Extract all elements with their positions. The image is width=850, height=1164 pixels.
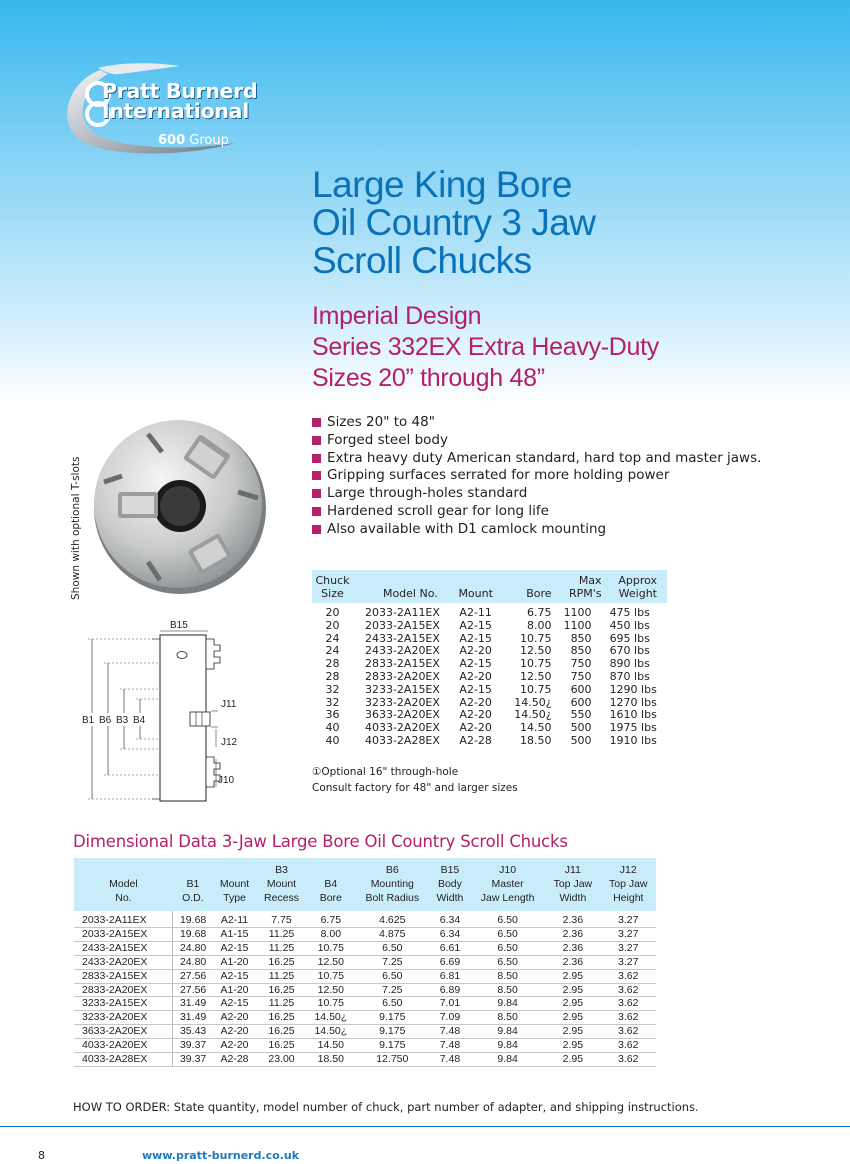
cell-value: 9.84 [470,1053,545,1067]
cell-value: 10.75 [307,941,355,955]
logo-group-number: 600 [158,133,186,148]
cell-value: 18.50 [307,1053,355,1067]
cell-weight: 475 lbs [609,606,650,619]
cell-mount: A2-11 [459,606,492,619]
col-header-bore: Bore [506,570,559,603]
cell-value: 6.81 [430,969,470,983]
cell-value: 9.175 [355,1011,430,1025]
cell-value: 10.75 [307,969,355,983]
cell-value: 11.25 [256,969,307,983]
col-header-line: Top Jaw [609,878,648,890]
cell-value: 7.01 [430,997,470,1011]
cell-value: A2-15 [213,997,256,1011]
table-row [312,620,667,633]
col-header-line: Width [559,892,587,904]
col-header-line: Model [109,878,138,890]
cell-rpm: 550 [570,708,592,722]
col-header-line: Jaw Length [480,892,535,904]
cell-value: A2-20 [213,1039,256,1053]
col-header-model: Model No. [353,570,445,603]
cell-value: A2-15 [213,941,256,955]
cell-value: 7.25 [355,983,430,997]
website-link[interactable]: www.pratt-burnerd.co.uk [142,1149,300,1162]
table-row [74,997,656,1011]
cell-value: 23.00 [256,1053,307,1067]
cell-value: 2.36 [545,927,600,941]
col-header-line: Body [437,878,462,890]
cell-mount: A2-15 [459,631,492,645]
dimensional-data-table [74,858,656,1067]
cell-rpm: 1100 [563,606,592,619]
cell-value: 3.62 [601,1011,656,1025]
cell-value: 4.625 [355,911,430,927]
cell-model: 2433-2A20EX [74,955,173,969]
table-row [312,671,667,684]
logo-group-word: Group [189,133,229,148]
cell-weight: 1610 lbs [609,708,657,722]
cell-size: 40 [325,721,340,735]
cell-size: 20 [325,606,340,619]
cell-value: A2-28 [213,1053,256,1067]
cell-weight: 870 lbs [609,669,650,683]
cell-bore: 14.50¿ [514,695,552,709]
cell-value: 6.69 [430,955,470,969]
col-header [307,858,355,911]
features-list [312,414,761,539]
col-header-line: B4 [324,878,338,890]
label-j10: J10 [218,775,235,786]
cell-value: 2.95 [545,1039,600,1053]
cell-value: A2-20 [213,1011,256,1025]
cell-value: 39.37 [173,1053,213,1067]
cell-model: 2033-2A15EX [364,618,440,632]
cell-value: A2-15 [213,969,256,983]
cell-value: 14.50 [307,1039,355,1053]
col-header [601,858,656,911]
cell-value: 2.36 [545,911,600,927]
cell-model: 2433-2A15EX [74,941,173,955]
table-row [312,603,667,620]
feature-item: Large through-holes standard [312,485,761,503]
cell-model: 2833-2A15EX [364,657,440,671]
cell-value: 6.50 [470,927,545,941]
cell-weight: 1910 lbs [609,733,657,747]
cell-value: 12.50 [307,983,355,997]
cell-value: 7.48 [430,1025,470,1039]
table-row [74,1039,656,1053]
cell-rpm: 850 [570,644,592,658]
cell-weight: 670 lbs [609,644,650,658]
cell-value: 6.50 [355,941,430,955]
label-j11: J11 [221,699,237,710]
col-header-line: Mounting [370,878,414,890]
cell-model: 3233-2A20EX [364,695,440,709]
col-header [213,858,256,911]
cell-weight: 1270 lbs [609,695,657,709]
cell-value: A1-15 [213,927,256,941]
chuck-size-table-body [312,603,667,748]
label-b3: B3 [116,715,129,726]
cell-value: 6.61 [430,941,470,955]
cell-bore: 14.50¿ [514,708,552,722]
cell-mount: A2-15 [459,618,492,632]
feature-item: Hardened scroll gear for long life [312,503,761,521]
cell-value: 3.27 [601,927,656,941]
cell-value: 3.62 [601,997,656,1011]
logo-line2: International [102,99,249,123]
cell-size: 28 [325,669,340,683]
cell-value: 24.80 [173,941,213,955]
col-header-line: Height [613,892,644,904]
cell-bore: 14.50 [520,721,552,735]
cell-value: 6.89 [430,983,470,997]
cell-rpm: 750 [570,669,592,683]
col-header-line: O.D. [182,892,204,904]
cell-model: 2033-2A11EX [74,911,173,927]
col-header-line [309,863,353,877]
cell-rpm: 500 [570,721,592,735]
feature-item: Sizes 20" to 48" [312,414,761,432]
cell-rpm: 1100 [563,618,592,632]
cell-value: 12.50 [307,955,355,969]
cell-size: 36 [325,708,340,722]
cell-model: 3633-2A20EX [74,1025,173,1039]
table-row [74,941,656,955]
cell-value: A2-20 [213,1025,256,1039]
col-header [173,858,213,911]
col-header [470,858,545,911]
cell-mount: A2-20 [459,721,492,735]
cell-value: 31.49 [173,997,213,1011]
feature-item: Also available with D1 camlock mounting [312,521,761,539]
col-header-line: J11 [564,864,581,876]
table-row [74,927,656,941]
table-row [312,735,667,748]
cell-value: 3.27 [601,941,656,955]
col-header-line: J10 [499,864,517,876]
cell-size: 20 [325,618,340,632]
cell-value: A1-20 [213,955,256,969]
cell-value: 27.56 [173,969,213,983]
cell-value: 3.62 [601,1039,656,1053]
cell-model: 2433-2A20EX [364,644,440,658]
cell-value: 14.50¿ [307,1011,355,1025]
table-row [74,1053,656,1067]
label-b1: B1 [82,715,95,726]
cell-bore: 8.00 [527,618,552,632]
cell-rpm: 500 [570,733,592,747]
col-header [355,858,430,911]
page-subtitle [312,301,832,394]
cell-rpm: 600 [570,695,592,709]
cell-value: 7.48 [430,1053,470,1067]
dimensional-data-title: Dimensional Data 3-Jaw Large Bore Oil Country Scroll Chucks [73,832,568,851]
col-header-line [76,863,171,877]
table-row [312,684,667,697]
cell-mount: A2-20 [459,695,492,709]
note-through-hole: ①Optional 16" through-hole [312,766,459,778]
cell-value: 2.95 [545,1025,600,1039]
col-header-line: Mount [219,878,250,890]
cell-size: 28 [325,657,340,671]
cell-value: 11.25 [256,997,307,1011]
cell-value: 8.50 [470,1011,545,1025]
col-header [545,858,600,911]
col-header-line: Bore [319,892,342,904]
photo-caption: Shown with optional T-slots [70,456,82,600]
cell-value: 4.875 [355,927,430,941]
cell-value: 12.750 [355,1053,430,1067]
cell-mount: A2-20 [459,708,492,722]
cell-weight: 450 lbs [609,618,650,632]
page-number: 8 [38,1149,45,1162]
cell-value: A1-20 [213,983,256,997]
cell-value: 16.25 [256,955,307,969]
feature-item: Forged steel body [312,432,761,450]
cell-value: 31.49 [173,1011,213,1025]
cell-mount: A2-15 [459,682,492,696]
footer-rule [0,1126,850,1127]
cell-value: 6.34 [430,927,470,941]
cell-value: 3.62 [601,969,656,983]
cell-value: 16.25 [256,1025,307,1039]
cell-value: 27.56 [173,983,213,997]
col-header-line: No. [115,892,132,904]
cell-size: 32 [325,682,340,696]
cell-value: 11.25 [256,941,307,955]
cell-value: 2.95 [545,983,600,997]
cell-value: 35.43 [173,1025,213,1039]
col-header-line [175,863,211,877]
cell-weight: 1975 lbs [609,721,657,735]
col-header-line: Recess [264,892,300,904]
table-header-row [312,570,667,603]
cell-value: 6.50 [355,969,430,983]
cell-bore: 18.50 [520,733,552,747]
table-row [74,955,656,969]
cell-rpm: 850 [570,631,592,645]
cell-value: 24.80 [173,955,213,969]
cell-value: 7.75 [256,911,307,927]
cell-value: 3.62 [601,1025,656,1039]
table-row [74,969,656,983]
col-header-line: B3 [275,864,288,876]
cell-model: 4033-2A28EX [364,733,440,747]
cell-mount: A2-28 [459,733,492,747]
feature-item: Gripping surfaces serrated for more holding power [312,467,761,485]
col-header-line [215,863,254,877]
label-b6: B6 [99,715,112,726]
cell-value: 6.50 [470,941,545,955]
cell-mount: A2-20 [459,669,492,683]
subtitle-line: Sizes 20” through 48” [312,364,545,392]
cell-value: 39.37 [173,1039,213,1053]
col-header [256,858,307,911]
cell-value: 3.27 [601,911,656,927]
subtitle-line: Series 332EX Extra Heavy-Duty [312,333,660,361]
cell-model: 2033-2A11EX [364,606,440,619]
how-to-order: HOW TO ORDER: State quantity, model number of chuck, part number of adapter, and shipping instructions. [73,1100,699,1114]
table-header-row [74,858,656,911]
cell-value: 19.68 [173,927,213,941]
cell-value: 16.25 [256,983,307,997]
cell-value: 2.36 [545,955,600,969]
title-line: Large King Bore [312,164,572,205]
col-header-line: Master [491,878,524,890]
cell-model: 4033-2A20EX [364,721,440,735]
col-header-mount: Mount [445,570,506,603]
cell-value: 9.84 [470,1039,545,1053]
cell-model: 3233-2A20EX [74,1011,173,1025]
logo-text [102,81,257,121]
col-header-line: Mount [266,878,297,890]
cell-model: 2033-2A15EX [74,927,173,941]
col-header-line: Width [436,892,464,904]
cell-value: 3.27 [601,955,656,969]
cell-weight: 695 lbs [609,631,650,645]
cell-value: 2.95 [545,969,600,983]
col-header-rpm: Max RPM's [560,570,606,603]
logo-line1: Pratt Burnerd [102,79,258,103]
col-header-weight: Approx Weight [606,570,667,603]
cell-model: 2433-2A15EX [364,631,440,645]
cell-model: 4033-2A20EX [74,1039,173,1053]
page-title [312,166,832,280]
cell-value: 8.00 [307,927,355,941]
company-logo [60,58,330,168]
cell-bore: 6.75 [527,606,552,619]
cell-bore: 10.75 [520,631,552,645]
cell-size: 40 [325,733,340,747]
col-header-line: Bolt Radius [365,892,420,904]
label-b15: B15 [170,620,188,631]
cell-value: 6.50 [355,997,430,1011]
col-header [430,858,470,911]
cell-value: A2-11 [213,911,256,927]
label-b4: B4 [133,715,146,726]
cell-weight: 890 lbs [609,657,650,671]
cell-value: 8.50 [470,983,545,997]
cell-size: 24 [325,644,340,658]
logo-group [158,133,229,148]
col-header-line: B15 [440,864,460,876]
cell-bore: 10.75 [520,657,552,671]
note-consult: Consult factory for 48" and larger sizes [312,782,518,794]
cell-value: 11.25 [256,927,307,941]
cell-weight: 1290 lbs [609,682,657,696]
cell-value: 7.25 [355,955,430,969]
cell-value: 14.50¿ [307,1025,355,1039]
cell-value: 2.95 [545,1011,600,1025]
cell-value: 6.50 [470,911,545,927]
col-header-line: B6 [385,864,399,876]
cell-value: 16.25 [256,1039,307,1053]
cell-value: 9.84 [470,1025,545,1039]
cell-size: 24 [325,631,340,645]
cell-value: 3.62 [601,983,656,997]
table-row [74,1011,656,1025]
table-row [74,983,656,997]
cell-value: 9.175 [355,1039,430,1053]
cell-mount: A2-15 [459,657,492,671]
title-line: Scroll Chucks [312,240,532,281]
cell-model: 2833-2A15EX [74,969,173,983]
cell-model: 4033-2A28EX [74,1053,173,1067]
cell-bore: 12.50 [520,669,552,683]
col-header-line: Top Jaw [553,878,593,890]
cell-value: 2.36 [545,941,600,955]
cell-value: 8.50 [470,969,545,983]
cell-value: 6.34 [430,911,470,927]
cell-value: 7.09 [430,1011,470,1025]
cell-value: 19.68 [173,911,213,927]
chuck-photo [88,412,268,597]
cell-value: 6.75 [307,911,355,927]
cell-rpm: 750 [570,657,592,671]
cell-value: 7.48 [430,1039,470,1053]
table-row [74,1025,656,1039]
feature-item: Extra heavy duty American standard, hard top and master jaws. [312,450,761,468]
cell-model: 2833-2A20EX [364,669,440,683]
col-header-line: J12 [619,864,637,876]
cell-model: 3233-2A15EX [364,682,440,696]
label-j12: J12 [221,737,238,748]
cell-model: 3633-2A20EX [364,708,440,722]
cell-value: 2.95 [545,997,600,1011]
cell-model: 3233-2A15EX [74,997,173,1011]
col-header [74,858,173,911]
cell-value: 9.175 [355,1025,430,1039]
dimensional-data-table-body [74,911,656,1066]
col-header-line: Type [223,892,246,904]
cell-mount: A2-20 [459,644,492,658]
cell-value: 6.50 [470,955,545,969]
cell-size: 32 [325,695,340,709]
cell-value: 10.75 [307,997,355,1011]
subtitle-line: Imperial Design [312,302,482,330]
chuck-size-table [312,570,667,748]
cell-value: 16.25 [256,1011,307,1025]
dimension-diagram [78,617,250,807]
col-header-chuck-size: Chuck Size [312,570,353,603]
col-header-line: B1 [186,878,200,890]
cell-model: 2833-2A20EX [74,983,173,997]
cell-rpm: 600 [570,682,592,696]
table-notes [312,764,518,796]
table-row [74,911,656,927]
cell-value: 9.84 [470,997,545,1011]
cell-bore: 12.50 [520,644,552,658]
cell-value: 2.95 [545,1053,600,1067]
cell-value: 3.62 [601,1053,656,1067]
title-line: Oil Country 3 Jaw [312,202,596,243]
cell-bore: 10.75 [520,682,552,696]
